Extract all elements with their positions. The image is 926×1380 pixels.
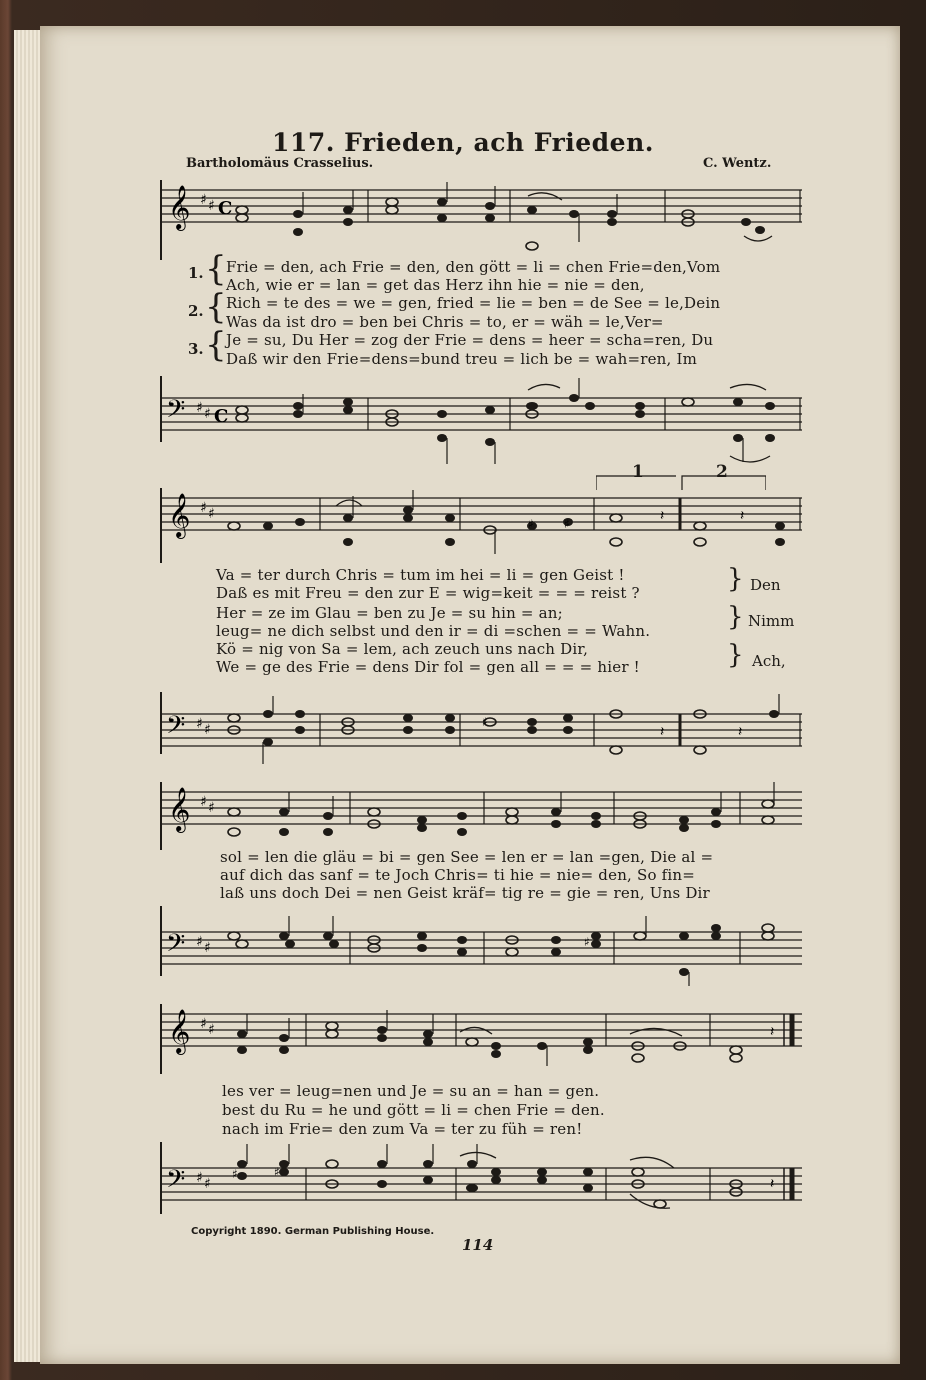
verse-brace: {	[205, 325, 227, 365]
svg-text:♯: ♯	[482, 715, 488, 729]
music-composer: C. Wentz.	[703, 156, 772, 171]
svg-text:♯: ♯	[196, 400, 203, 416]
svg-text:𝄽: 𝄽	[740, 508, 745, 524]
first-ending-number: 1	[632, 462, 644, 482]
system2-lyric-line: We = ge des Frie = dens Dir fol = gen all = = = hier !	[216, 658, 640, 676]
verse-number-3: 3.	[188, 340, 204, 358]
svg-text:𝄽: 𝄽	[660, 508, 665, 524]
system4-bass-staff	[160, 1142, 802, 1222]
hymn-title: 117. Frieden, ach Frieden.	[272, 128, 654, 157]
ending-brace: }	[727, 564, 744, 594]
verse-number-1: 1.	[188, 264, 204, 282]
svg-text:♯: ♯	[274, 1165, 280, 1179]
copyright-notice: Copyright 1890. German Publishing House.	[191, 1226, 435, 1237]
system4-lyric-line: les ver = leug=nen und Je = su an = han = gen.	[222, 1082, 600, 1100]
svg-text:♯: ♯	[200, 1016, 207, 1032]
svg-text:𝄢: 𝄢	[166, 711, 186, 746]
svg-text:𝄞: 𝄞	[168, 493, 191, 537]
svg-text:♯: ♯	[200, 794, 207, 810]
system2-lyric-line: leug= ne dich selbst und den ir = di =schen = = Wahn.	[216, 622, 651, 640]
system3-treble-staff	[160, 782, 802, 850]
svg-text:𝄽: 𝄽	[660, 724, 665, 740]
svg-text:♯: ♯	[584, 935, 590, 949]
svg-text:𝄽: 𝄽	[770, 1176, 775, 1192]
svg-text:𝄢: 𝄢	[166, 395, 186, 430]
text-author: Bartholomäus Crasselius.	[186, 156, 374, 171]
system1-bass-staff	[160, 376, 802, 466]
svg-text:𝄢: 𝄢	[166, 929, 186, 964]
ending-brace: }	[727, 602, 744, 632]
svg-text:♯: ♯	[232, 1167, 238, 1181]
system1-lyric-line: Je = su, Du Her = zog der Frie = dens = heer = scha=ren, Du	[226, 331, 714, 349]
svg-text:𝄢: 𝄢	[166, 1165, 186, 1200]
page-number: 114	[462, 1236, 494, 1254]
system1-lyric-line: Ach, wie er = lan = get das Herz ihn hie = nie = den,	[226, 276, 645, 294]
svg-text:C: C	[214, 406, 229, 427]
ending-brace: }	[727, 640, 744, 670]
svg-text:♯: ♯	[528, 517, 534, 531]
system1-lyric-line: Frie = den, ach Frie = den, den gött = li = chen Frie=den,Vom	[226, 258, 721, 276]
svg-text:♯: ♯	[564, 517, 570, 531]
continuation-word: Nimm	[748, 612, 795, 630]
system4-lyric-line: nach im Frie= den zum Va = ter zu füh = ren!	[222, 1120, 583, 1138]
system1-lyric-line: Rich = te des = we = gen, fried = lie = ben = de See = le,Dein	[226, 294, 721, 312]
svg-text:𝄽: 𝄽	[738, 724, 743, 740]
system3-lyric-line: sol = len die gläu = bi = gen See = len er = lan =gen, Die al =	[220, 848, 714, 866]
system2-lyric-line: Kö = nig von Sa = lem, ach zeuch uns nach Dir,	[216, 640, 589, 658]
system2-lyric-line: Va = ter durch Chris = tum im hei = li = gen Geist !	[216, 566, 625, 584]
continuation-word: Ach,	[752, 652, 786, 670]
system1-lyric-line: Daß wir den Frie=dens=bund treu = lich be = wah=ren, Im	[226, 350, 698, 368]
system3-bass-staff	[160, 906, 802, 986]
system1-lyric-line: Was da ist dro = ben bei Chris = to, er = wäh = le,Ver=	[226, 313, 664, 331]
system4-lyric-line: best du Ru = he und gött = li = chen Frie = den.	[222, 1101, 605, 1119]
svg-text:𝄞: 𝄞	[168, 185, 191, 229]
svg-text:♯: ♯	[208, 198, 215, 214]
svg-text:𝄞: 𝄞	[168, 1009, 191, 1053]
svg-text:♯: ♯	[204, 406, 211, 422]
continuation-word: Den	[750, 576, 781, 594]
svg-text:♯: ♯	[208, 800, 215, 816]
svg-text:♯: ♯	[204, 940, 211, 956]
svg-text:♯: ♯	[196, 716, 203, 732]
svg-text:♯: ♯	[208, 506, 215, 522]
system3-lyric-line: laß uns doch Dei = nen Geist kräf= tig re = gie = ren, Uns Dir	[220, 884, 710, 902]
svg-text:♯: ♯	[196, 934, 203, 950]
system2-bass-staff	[160, 692, 802, 772]
system2-lyric-line: Daß es mit Freu = den zur E = wig=keit = = = reist ?	[216, 584, 640, 602]
svg-text:♯: ♯	[204, 1176, 211, 1192]
verse-number-2: 2.	[188, 302, 204, 320]
svg-text:♯: ♯	[200, 192, 207, 208]
svg-text:𝄞: 𝄞	[168, 787, 191, 831]
system1-treble-staff	[160, 180, 802, 260]
system3-lyric-line: auf dich das sanf = te Joch Chris= ti hie = nie= den, So fin=	[220, 866, 696, 884]
verse-brace: {	[205, 287, 227, 327]
page-edges	[14, 30, 40, 1362]
system2-treble-staff	[160, 488, 802, 563]
svg-text:♯: ♯	[200, 500, 207, 516]
second-ending-number: 2	[716, 462, 728, 482]
svg-text:𝄽: 𝄽	[770, 1024, 775, 1040]
svg-text:♯: ♯	[196, 1170, 203, 1186]
verse-brace: {	[205, 249, 227, 289]
svg-text:C: C	[218, 198, 233, 219]
system2-lyric-line: Her = ze im Glau = ben zu Je = su hin = an;	[216, 604, 563, 622]
system4-treble-staff	[160, 1004, 802, 1074]
svg-text:♯: ♯	[208, 1022, 215, 1038]
svg-text:♯: ♯	[204, 722, 211, 738]
